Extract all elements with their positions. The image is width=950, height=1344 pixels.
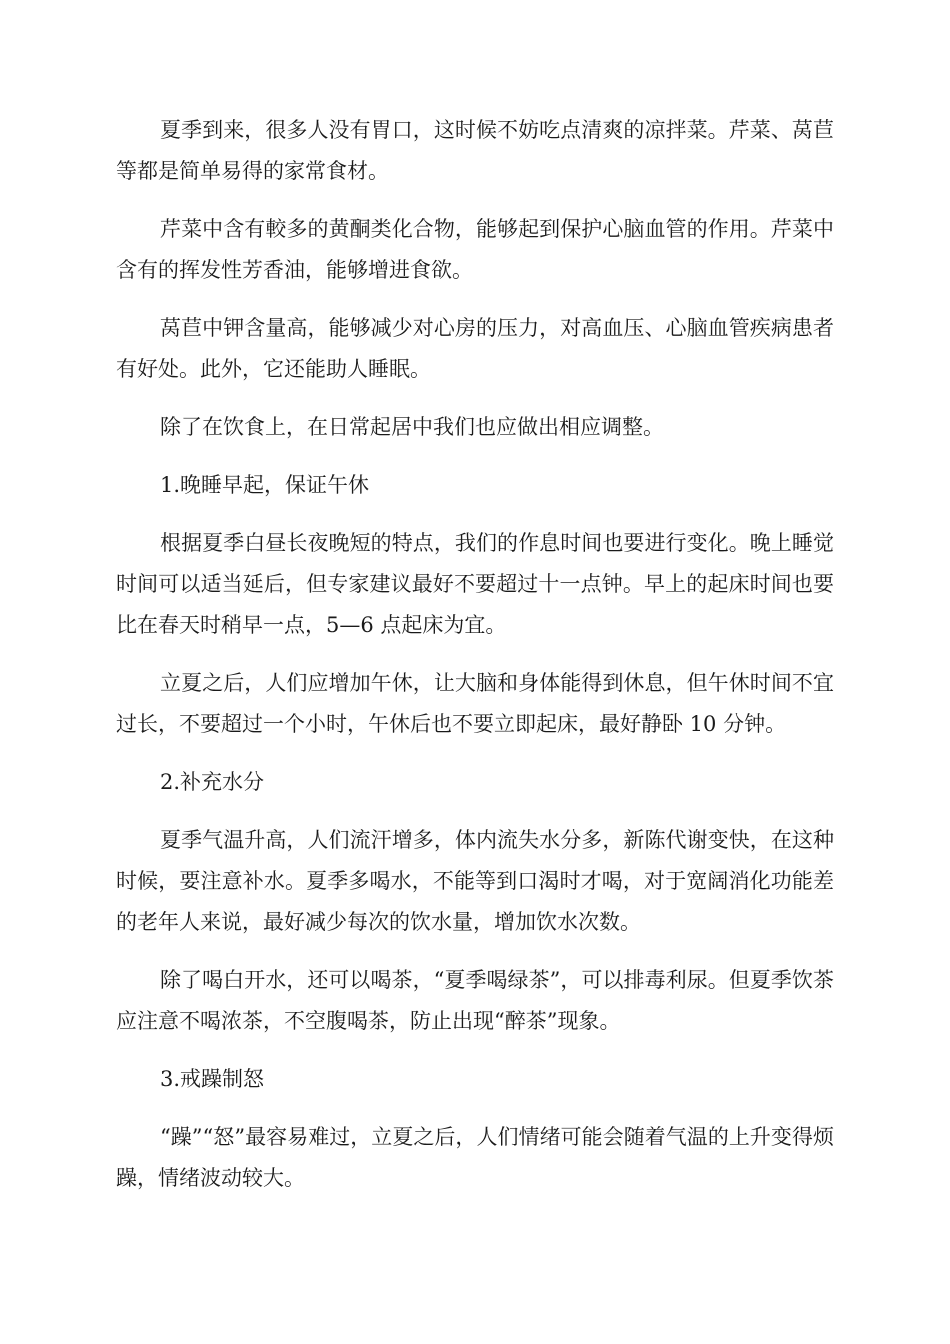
paragraph-emotion: “躁”“怒”最容易难过，立夏之后，人们情绪可能会随着气温的上升变得烦躁，情绪波动较大。 — [116, 1125, 834, 1190]
paragraph-daily-life: 除了在饮食上，在日常起居中我们也应做出相应调整。 — [160, 415, 664, 439]
section-heading-temper: 3.戒躁制怒 — [160, 1067, 265, 1091]
section-heading-water: 2.补充水分 — [160, 770, 265, 794]
paragraph-tea: 除了喝白开水，还可以喝茶，“夏季喝绿茶”，可以排毒利尿。但夏季饮茶应注意不喝浓茶，不空腹喝茶，防止出现“醉茶”现象。 — [116, 968, 834, 1033]
paragraph-nap: 立夏之后，人们应增加午休，让大脑和身体能得到休息，但午休时间不宜过长，不要超过一个小时，午休后也不要立即起床，最好静卧 10 分钟。 — [116, 671, 834, 736]
section-heading-sleep: 1.晚睡早起，保证午休 — [160, 473, 370, 497]
document-body — [116, 110, 834, 1216]
paragraph-hydration: 夏季气温升高，人们流汗增多，体内流失水分多，新陈代谢变快，在这种时候，要注意补水。夏季多喝水，不能等到口渴时才喝，对于宽阔消化功能差的老年人来说，最好减少每次的饮水量，增加饮水次数。 — [116, 828, 834, 934]
paragraph-celery: 芹菜中含有較多的黄酮类化合物，能够起到保护心脑血管的作用。芹菜中含有的挥发性芳香油，能够增进食欲。 — [116, 217, 834, 282]
paragraph-summer-appetite: 夏季到来，很多人没有胃口，这时候不妨吃点清爽的凉拌菜。芹菜、莴苣等都是简单易得的家常食材。 — [116, 118, 834, 183]
paragraph-lettuce: 莴苣中钾含量高，能够减少对心房的压力，对高血压、心脑血管疾病患者有好处。此外，它还能助人睡眠。 — [116, 316, 834, 381]
paragraph-sleep-schedule: 根据夏季白昼长夜晚短的特点，我们的作息时间也要进行变化。晚上睡觉时间可以适当延后，但专家建议最好不要超过十一点钟。早上的起床时间也要比在春天时稍早一点，5—6 点起床为宜。 — [116, 531, 834, 637]
